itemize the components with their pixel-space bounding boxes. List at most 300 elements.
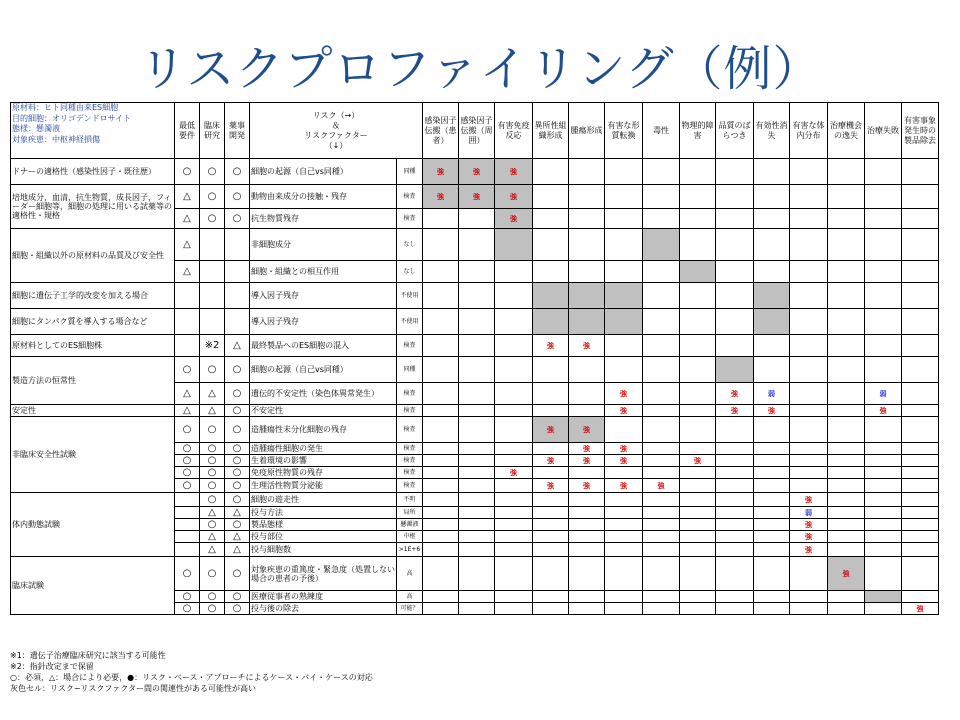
requirement-regulatory: ○ <box>225 455 250 467</box>
matrix-cell <box>643 507 680 519</box>
matrix-cell <box>865 455 902 467</box>
strong-label: 強 <box>437 167 444 176</box>
risk-factor: 生着環境の影響 <box>250 455 397 467</box>
matrix-cell <box>569 519 605 531</box>
matrix-cell <box>459 603 495 615</box>
strong-label: 強 <box>694 456 701 465</box>
table-row <box>11 357 939 383</box>
matrix-cell <box>902 185 939 209</box>
matrix-cell <box>495 507 533 519</box>
requirement-clinical <box>200 229 225 261</box>
matrix-cell <box>605 591 643 603</box>
strong-label: 強 <box>510 214 517 223</box>
strong-label: 強 <box>879 406 887 415</box>
matrix-cell <box>495 543 533 557</box>
weak-label: 弱 <box>805 508 812 517</box>
matrix-cell <box>605 519 643 531</box>
matrix-cell <box>533 519 569 531</box>
matrix-cell <box>423 405 459 417</box>
matrix-cell <box>605 185 643 209</box>
matrix-cell <box>643 383 680 405</box>
factor-status: 検査 <box>397 335 423 357</box>
requirement-clinical: ※2 <box>200 335 225 357</box>
matrix-cell <box>459 357 495 383</box>
strong-risk-mark <box>605 455 643 467</box>
requirement-minimum: ○ <box>175 591 200 603</box>
risk-factor: 細胞・組織との相互作用 <box>250 261 397 283</box>
matrix-cell <box>716 455 754 467</box>
matrix-cell <box>790 479 828 493</box>
matrix-cell <box>865 543 902 557</box>
matrix-cell <box>902 455 939 467</box>
matrix-cell <box>459 493 495 507</box>
requirement-regulatory: ○ <box>225 357 250 383</box>
strong-label: 強 <box>620 481 627 490</box>
matrix-cell <box>569 531 605 543</box>
matrix-cell <box>716 519 754 531</box>
matrix-cell <box>569 383 605 405</box>
matrix-cell <box>643 335 680 357</box>
section-label: 製造方法の恒常性 <box>11 357 175 405</box>
factor-status: 高 <box>397 557 423 591</box>
matrix-cell <box>680 209 716 229</box>
matrix-cell <box>790 455 828 467</box>
strong-risk-mark <box>680 455 716 467</box>
ampersand-label: ＆ <box>332 120 340 130</box>
requirement-clinical: ○ <box>200 209 225 229</box>
strong-risk-mark <box>643 479 680 493</box>
requirement-clinical: ○ <box>200 467 225 479</box>
requirement-regulatory: ○ <box>225 417 250 443</box>
matrix-cell <box>865 443 902 455</box>
matrix-cell <box>605 229 643 261</box>
risk-factor: 非細胞成分 <box>250 229 397 261</box>
factor-status: 局所 <box>397 507 423 519</box>
matrix-cell <box>828 335 865 357</box>
matrix-cell <box>495 519 533 531</box>
strong-label: 強 <box>805 495 812 504</box>
requirement-minimum <box>175 507 200 519</box>
requirement-clinical: ○ <box>200 591 225 603</box>
matrix-cell <box>828 531 865 543</box>
requirement-regulatory: △ <box>225 531 250 543</box>
matrix-cell <box>716 543 754 557</box>
risk-factor: 投与細胞数 <box>250 543 397 557</box>
matrix-cell <box>828 519 865 531</box>
matrix-cell <box>495 405 533 417</box>
requirement-minimum <box>175 543 200 557</box>
matrix-cell <box>680 229 716 261</box>
risk-factor: 生理活性物質分泌能 <box>250 479 397 493</box>
matrix-cell <box>865 519 902 531</box>
matrix-cell <box>902 405 939 417</box>
requirement-minimum: △ <box>175 185 200 209</box>
requirement-minimum <box>175 283 200 309</box>
related-cell <box>865 591 902 603</box>
info-line-target-cell: 目的細胞：オリゴデンドロサイト <box>12 113 132 123</box>
section-label: 非臨床安全性試験 <box>11 417 175 493</box>
matrix-cell <box>790 229 828 261</box>
arrow-down-label: （↓） <box>324 140 348 150</box>
requirement-regulatory: ○ <box>225 519 250 531</box>
product-info-cell <box>11 103 175 159</box>
matrix-cell <box>643 603 680 615</box>
matrix-cell <box>569 261 605 283</box>
matrix-cell <box>902 519 939 531</box>
matrix-cell <box>754 493 790 507</box>
matrix-cell <box>533 507 569 519</box>
matrix-cell <box>495 443 533 455</box>
related-cell <box>754 283 790 309</box>
factor-status: 不使用 <box>397 283 423 309</box>
strong-label: 強 <box>657 481 665 490</box>
matrix-cell <box>423 309 459 335</box>
matrix-cell <box>716 507 754 519</box>
matrix-cell <box>459 261 495 283</box>
matrix-cell <box>533 531 569 543</box>
matrix-cell <box>423 455 459 467</box>
matrix-cell <box>680 543 716 557</box>
matrix-cell <box>865 335 902 357</box>
matrix-cell <box>754 229 790 261</box>
requirement-regulatory: ○ <box>225 383 250 405</box>
risk-factor: 投与部位 <box>250 531 397 543</box>
matrix-cell <box>643 557 680 591</box>
matrix-cell <box>828 467 865 479</box>
matrix-cell <box>865 185 902 209</box>
requirement-clinical: ○ <box>200 519 225 531</box>
footnotes <box>10 650 373 694</box>
matrix-cell <box>605 209 643 229</box>
risk-factor: 造腫瘍性細胞の発生 <box>250 443 397 455</box>
risk-factor: 細胞の起源（自己vs同種） <box>250 357 397 383</box>
risk-factor: 投与方法 <box>250 507 397 519</box>
matrix-cell <box>533 209 569 229</box>
requirement-minimum: ○ <box>175 455 200 467</box>
risk-header: 品質のばらつき <box>716 103 754 159</box>
matrix-cell <box>716 209 754 229</box>
factor-status: 検査 <box>397 479 423 493</box>
table-row <box>11 309 939 335</box>
matrix-cell <box>828 479 865 493</box>
strong-risk-mark <box>605 405 643 417</box>
info-line-disease: 対象疾患：中枢神経損傷 <box>12 134 100 144</box>
matrix-cell <box>902 493 939 507</box>
factor-status: 検査 <box>397 417 423 443</box>
matrix-cell <box>902 443 939 455</box>
matrix-cell <box>716 591 754 603</box>
matrix-cell <box>828 383 865 405</box>
matrix-cell <box>828 493 865 507</box>
matrix-cell <box>459 443 495 455</box>
strong-label: 強 <box>473 167 480 176</box>
matrix-cell <box>423 443 459 455</box>
matrix-cell <box>716 261 754 283</box>
strong-label: 強 <box>547 481 554 490</box>
strong-label: 強 <box>547 425 554 434</box>
matrix-cell <box>754 455 790 467</box>
matrix-cell <box>533 591 569 603</box>
requirement-minimum: ○ <box>175 467 200 479</box>
strong-label: 強 <box>620 444 627 453</box>
matrix-cell <box>902 261 939 283</box>
matrix-cell <box>680 467 716 479</box>
strong-risk-mark <box>495 209 533 229</box>
strong-label: 強 <box>437 192 444 201</box>
matrix-cell <box>533 229 569 261</box>
matrix-cell <box>828 455 865 467</box>
matrix-cell <box>680 603 716 615</box>
section-label: 原材料としてのES細胞株 <box>11 335 175 357</box>
matrix-cell <box>716 229 754 261</box>
matrix-cell <box>569 209 605 229</box>
strong-label: 強 <box>583 341 590 350</box>
strong-risk-mark <box>605 479 643 493</box>
strong-risk-mark <box>569 455 605 467</box>
matrix-cell <box>459 591 495 603</box>
matrix-cell <box>680 159 716 185</box>
related-cell <box>605 283 643 309</box>
matrix-cell <box>643 519 680 531</box>
matrix-cell <box>533 357 569 383</box>
risk-header: 感染因子伝搬（周囲） <box>459 103 495 159</box>
factor-status: 同種 <box>397 159 423 185</box>
matrix-cell <box>680 283 716 309</box>
requirement-regulatory: ○ <box>225 467 250 479</box>
matrix-cell <box>459 283 495 309</box>
matrix-cell <box>533 443 569 455</box>
matrix-cell <box>569 493 605 507</box>
requirement-minimum: ○ <box>175 479 200 493</box>
requirement-regulatory: △ <box>225 507 250 519</box>
risk-header: 腫瘍形成 <box>569 103 605 159</box>
matrix-cell <box>790 261 828 283</box>
strong-risk-mark <box>569 335 605 357</box>
strong-risk-mark <box>790 493 828 507</box>
matrix-cell <box>423 591 459 603</box>
requirement-regulatory: ○ <box>225 443 250 455</box>
matrix-cell <box>865 467 902 479</box>
requirement-minimum: △ <box>175 383 200 405</box>
matrix-cell <box>423 229 459 261</box>
strong-risk-mark <box>716 383 754 405</box>
section-label: 体内動態試験 <box>11 493 175 557</box>
matrix-cell <box>828 417 865 443</box>
matrix-cell <box>423 209 459 229</box>
strong-risk-mark <box>423 185 459 209</box>
matrix-cell <box>533 603 569 615</box>
matrix-cell <box>828 209 865 229</box>
related-cell <box>533 283 569 309</box>
factor-status: なし <box>397 229 423 261</box>
matrix-cell <box>495 417 533 443</box>
requirement-regulatory <box>225 309 250 335</box>
factor-status: >1E+6 <box>397 543 423 557</box>
table-row <box>11 557 939 591</box>
matrix-cell <box>865 479 902 493</box>
matrix-cell <box>828 229 865 261</box>
matrix-cell <box>680 591 716 603</box>
matrix-cell <box>680 557 716 591</box>
related-cell <box>716 357 754 383</box>
matrix-cell <box>790 283 828 309</box>
risk-header: 毒性 <box>643 103 680 159</box>
matrix-cell <box>716 159 754 185</box>
strong-label: 強 <box>768 406 775 415</box>
matrix-cell <box>754 357 790 383</box>
risk-factor: 造腫瘍性未分化細胞の残存 <box>250 417 397 443</box>
section-label: 培地成分，血清，抗生物質，成長因子，フィーダー細胞等，細胞の処理に用いる試薬等の適格性・規格 <box>11 185 175 229</box>
matrix-cell <box>423 493 459 507</box>
table-row <box>11 405 939 417</box>
matrix-cell <box>754 479 790 493</box>
requirement-clinical: △ <box>200 507 225 519</box>
matrix-cell <box>495 261 533 283</box>
related-cell <box>495 229 533 261</box>
matrix-cell <box>902 479 939 493</box>
risk-factor: 細胞の起源（自己vs同種） <box>250 159 397 185</box>
matrix-cell <box>423 557 459 591</box>
related-cell <box>680 261 716 283</box>
matrix-cell <box>716 417 754 443</box>
matrix-cell <box>459 335 495 357</box>
strong-label: 強 <box>805 520 812 529</box>
matrix-cell <box>716 467 754 479</box>
matrix-cell <box>716 335 754 357</box>
matrix-cell <box>605 543 643 557</box>
requirement-regulatory: ○ <box>225 591 250 603</box>
matrix-cell <box>605 261 643 283</box>
factor-status: 検査 <box>397 185 423 209</box>
matrix-cell <box>643 543 680 557</box>
matrix-cell <box>680 443 716 455</box>
matrix-cell <box>902 557 939 591</box>
matrix-cell <box>459 209 495 229</box>
matrix-cell <box>643 455 680 467</box>
matrix-cell <box>423 603 459 615</box>
risk-label: リスク（→） <box>312 110 360 120</box>
matrix-cell <box>423 467 459 479</box>
matrix-cell <box>533 493 569 507</box>
matrix-cell <box>790 185 828 209</box>
matrix-cell <box>495 591 533 603</box>
matrix-cell <box>643 531 680 543</box>
matrix-cell <box>569 229 605 261</box>
matrix-cell <box>902 467 939 479</box>
strong-label: 強 <box>620 406 627 415</box>
matrix-cell <box>754 603 790 615</box>
related-cell <box>569 283 605 309</box>
matrix-cell <box>533 383 569 405</box>
strong-label: 強 <box>583 444 590 453</box>
matrix-cell <box>459 309 495 335</box>
matrix-cell <box>569 507 605 519</box>
strong-label: 強 <box>842 569 850 578</box>
requirement-clinical <box>200 261 225 283</box>
strong-risk-mark <box>533 417 569 443</box>
matrix-cell <box>828 507 865 519</box>
section-label: 細胞に遺伝子工学的改変を加える場合 <box>11 283 175 309</box>
matrix-cell <box>423 543 459 557</box>
matrix-cell <box>680 383 716 405</box>
weak-risk-mark <box>865 383 902 405</box>
strong-label: 強 <box>731 406 738 415</box>
risk-header: 感染因子伝搬（患者） <box>423 103 459 159</box>
strong-risk-mark <box>533 335 569 357</box>
matrix-cell <box>533 159 569 185</box>
col-header-minimum: 最低要件 <box>175 103 200 159</box>
matrix-cell <box>533 557 569 591</box>
matrix-cell <box>459 557 495 591</box>
matrix-cell <box>495 455 533 467</box>
matrix-cell <box>902 283 939 309</box>
matrix-cell <box>643 357 680 383</box>
matrix-cell <box>790 417 828 443</box>
table-row <box>11 493 939 507</box>
strong-risk-mark <box>459 185 495 209</box>
requirement-minimum: ○ <box>175 557 200 591</box>
strong-label: 強 <box>583 425 590 434</box>
matrix-cell <box>605 417 643 443</box>
matrix-cell <box>828 283 865 309</box>
matrix-cell <box>754 467 790 479</box>
matrix-cell <box>828 591 865 603</box>
strong-risk-mark <box>533 479 569 493</box>
matrix-cell <box>716 557 754 591</box>
factor-status: 不明 <box>397 493 423 507</box>
matrix-cell <box>495 479 533 493</box>
matrix-cell <box>680 357 716 383</box>
footnote: ※1：遺伝子治療臨床研究に該当する可能性 <box>10 651 166 660</box>
section-label: 細胞にタンパク質を導入する場合など <box>11 309 175 335</box>
strong-risk-mark <box>716 405 754 417</box>
strong-risk-mark <box>790 531 828 543</box>
strong-label: 強 <box>805 545 812 554</box>
matrix-cell <box>902 531 939 543</box>
requirement-clinical: ○ <box>200 557 225 591</box>
strong-risk-mark <box>495 467 533 479</box>
matrix-cell <box>569 405 605 417</box>
matrix-cell <box>754 335 790 357</box>
matrix-cell <box>902 357 939 383</box>
matrix-cell <box>643 467 680 479</box>
matrix-cell <box>605 531 643 543</box>
strong-risk-mark <box>569 479 605 493</box>
requirement-minimum: △ <box>175 209 200 229</box>
requirement-clinical: ○ <box>200 455 225 467</box>
footnote: ※2：指針改定まで保留 <box>10 662 94 671</box>
table-row <box>11 283 939 309</box>
risk-factor: 導入因子残存 <box>250 309 397 335</box>
matrix-cell <box>865 493 902 507</box>
matrix-cell <box>495 283 533 309</box>
footnote: ○：必須，△：場合により必要，●：リスク・ベース・アプローチによるケース・バイ・ケースの対応 <box>10 673 373 682</box>
matrix-cell <box>902 309 939 335</box>
matrix-cell <box>459 455 495 467</box>
matrix-cell <box>865 283 902 309</box>
strong-risk-mark <box>569 417 605 443</box>
matrix-cell <box>790 405 828 417</box>
risk-factor: 製品態様 <box>250 519 397 531</box>
matrix-cell <box>828 443 865 455</box>
matrix-cell <box>754 519 790 531</box>
factor-status: 高 <box>397 591 423 603</box>
related-cell <box>605 309 643 335</box>
risk-header: 有効性消失 <box>754 103 790 159</box>
section-label: 安定性 <box>11 405 175 417</box>
matrix-cell <box>423 383 459 405</box>
requirement-regulatory: ○ <box>225 405 250 417</box>
